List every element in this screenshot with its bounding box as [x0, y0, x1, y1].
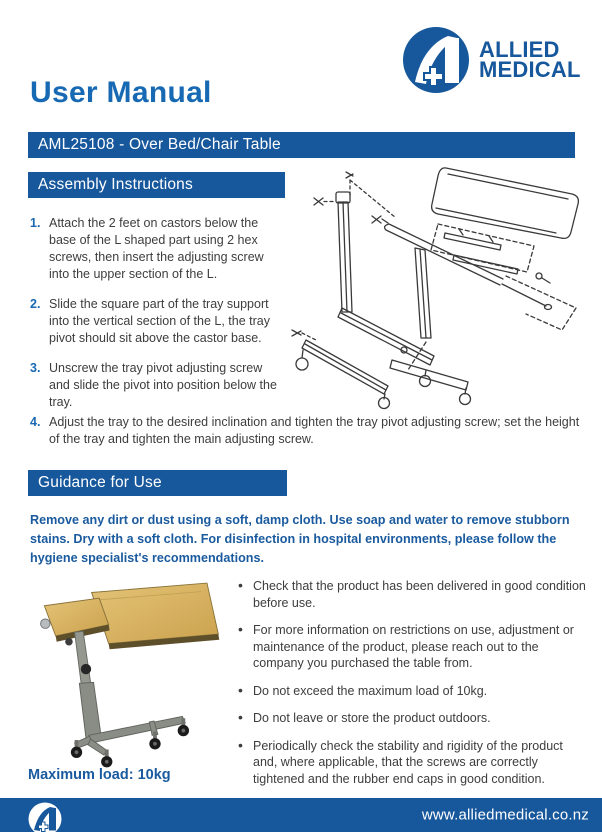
- assembly-step-3: [30, 360, 286, 411]
- assembly-step-4: [30, 414, 582, 448]
- assembly-step-4-row: [30, 414, 582, 461]
- guidance-bullet: • Periodically check the stability and rigidity of the product and, where applicable, that the screws are correctly tightened and the rubber end caps in good condition.: [236, 738, 586, 788]
- guidance-bullet: • Check that the product has been delivered in good condition before use.: [236, 578, 586, 611]
- product-photo: [16, 572, 224, 770]
- assembly-step-1: [30, 215, 286, 283]
- assembly-exploded-diagram: [286, 158, 596, 412]
- brand-name-line2: MEDICAL: [479, 57, 581, 82]
- brand-logo-icon: [402, 26, 470, 94]
- step-number: 1.: [30, 216, 41, 230]
- product-banner: AML25108 - Over Bed/Chair Table: [28, 132, 575, 158]
- footer-logo-icon: [28, 802, 62, 832]
- assembly-heading: Assembly Instructions: [28, 172, 285, 198]
- step-number: 3.: [30, 361, 41, 375]
- guidance-heading: Guidance for Use: [28, 470, 287, 496]
- brand-name-line1: ALLIED: [479, 37, 560, 62]
- assembly-steps: [30, 215, 286, 424]
- page-title: User Manual: [30, 76, 212, 109]
- max-load-label: Maximum load: 10kg: [28, 767, 171, 783]
- brand-name: [479, 37, 581, 82]
- assembly-step-2: [30, 296, 286, 347]
- step-number: 2.: [30, 297, 41, 311]
- guidance-bullet: • For more information on restrictions on use, adjustment or maintenance of the product, please reach out to the company you purchased the table from.: [236, 622, 586, 672]
- guidance-bullet: • Do not leave or store the product outdoors.: [236, 710, 586, 727]
- step-number: 4.: [30, 415, 41, 429]
- step-text: Slide the square part of the tray support into the vertical section of the L, the tray pivot should sit above the castor base.: [49, 297, 270, 345]
- footer-bar: [0, 798, 602, 832]
- care-note: Remove any dirt or dust using a soft, damp cloth. Use soap and water to remove stubborn stains. Dry with a soft cloth. For disinfection in hospital environments, please follow the hygiene specialist's recommendations.: [30, 513, 570, 565]
- step-text: Attach the 2 feet on castors below the base of the L shaped part using 2 hex screws, then insert the adjusting screw into the upper section of the L.: [49, 216, 264, 281]
- brand-logo: [402, 26, 581, 94]
- step-text: Unscrew the tray pivot adjusting screw and slide the pivot into position below the tray.: [49, 361, 277, 409]
- guidance-bullet-list: [236, 578, 586, 798]
- footer-website-link[interactable]: www.alliedmedical.co.nz: [421, 806, 589, 824]
- step-text: Adjust the tray to the desired inclination and tighten the tray pivot adjusting screw; set the height of the tray and tighten the main adjusting screw.: [49, 415, 580, 446]
- guidance-bullet: • Do not exceed the maximum load of 10kg.: [236, 683, 586, 700]
